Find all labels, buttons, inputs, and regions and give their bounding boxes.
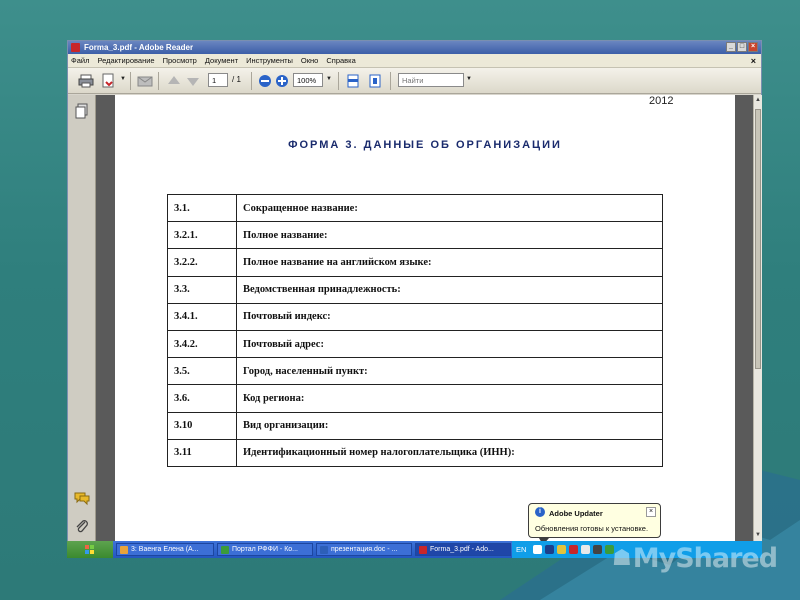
taskbar-item-adobe-reader[interactable]	[415, 543, 511, 556]
menu-file[interactable]: Файл	[71, 56, 90, 65]
row-label: Идентификационный номер налогоплательщика (ИНН):	[237, 439, 663, 466]
document-year: 2012	[649, 95, 674, 107]
volume-tray-icon[interactable]	[581, 545, 590, 554]
row-number: 3.5.	[168, 358, 237, 385]
fit-page-icon[interactable]	[367, 73, 383, 89]
print-icon[interactable]	[78, 73, 94, 89]
menu-edit[interactable]: Редактирование	[97, 56, 155, 65]
menu-window[interactable]: Окно	[300, 56, 319, 65]
vertical-scrollbar[interactable]	[753, 95, 762, 542]
form-title: ФОРМА 3. ДАННЫЕ ОБ ОРГАНИЗАЦИИ	[288, 139, 562, 151]
table-row	[168, 222, 663, 249]
row-label: Код региона:	[237, 385, 663, 412]
myshared-watermark	[612, 541, 782, 575]
save-copy-icon[interactable]	[101, 73, 117, 89]
menu-tools[interactable]: Инструменты	[246, 56, 293, 65]
adobe-reader-window	[67, 40, 762, 558]
table-row	[168, 439, 663, 466]
row-label: Полное название на английском языке:	[237, 249, 663, 276]
scroll-down-icon[interactable]: ▼	[755, 532, 761, 538]
row-number: 3.3.	[168, 276, 237, 303]
title-bar[interactable]	[68, 41, 761, 54]
pdf-icon	[419, 546, 427, 554]
maximize-button[interactable]: □	[737, 42, 747, 52]
adobe-updater-notification[interactable]	[528, 503, 661, 538]
email-icon[interactable]	[137, 73, 153, 89]
page-total: / 1	[232, 75, 241, 84]
taskbar-item-label: презентация.doc - ...	[331, 546, 398, 553]
row-label: Почтовый индекс:	[237, 303, 663, 330]
zoom-level-input[interactable]: 100%	[293, 73, 323, 87]
windows-logo-icon	[85, 545, 95, 555]
network-tray-icon[interactable]	[545, 545, 554, 554]
next-page-icon[interactable]	[185, 73, 201, 89]
page-number-input[interactable]: 1	[208, 73, 228, 87]
minimize-button[interactable]: _	[726, 42, 736, 52]
language-indicator[interactable]: EN	[516, 545, 527, 554]
taskbar-item-word[interactable]	[316, 543, 412, 556]
taskbar-item-label: Портал РФФИ - Ко...	[232, 546, 299, 553]
menu-document[interactable]: Документ	[204, 56, 239, 65]
row-label: Сокращенное название:	[237, 195, 663, 222]
previous-page-icon[interactable]	[166, 73, 182, 89]
save-dropdown-chevron-icon[interactable]: ▼	[120, 76, 126, 82]
table-row	[168, 303, 663, 330]
pdf-app-icon	[71, 43, 80, 52]
menu-view[interactable]: Просмотр	[162, 56, 197, 65]
zoom-out-icon[interactable]	[257, 73, 273, 89]
row-label: Вид организации:	[237, 412, 663, 439]
table-row	[168, 385, 663, 412]
row-label: Почтовый адрес:	[237, 330, 663, 357]
window-title: Forma_3.pdf - Adobe Reader	[84, 43, 194, 52]
comments-panel-icon[interactable]	[74, 490, 90, 506]
chat-app-icon	[120, 546, 128, 554]
info-icon: i	[535, 507, 545, 517]
find-input[interactable]: Найти	[398, 73, 464, 87]
row-number: 3.6.	[168, 385, 237, 412]
zoom-in-icon[interactable]	[274, 73, 290, 89]
table-row	[168, 249, 663, 276]
start-button[interactable]	[67, 541, 113, 558]
navigation-pane	[68, 95, 96, 542]
toolbar	[68, 68, 761, 94]
document-close-icon[interactable]: ×	[750, 56, 756, 66]
table-row	[168, 195, 663, 222]
security-tray-icon[interactable]	[557, 545, 566, 554]
table-row	[168, 358, 663, 385]
taskbar-item-label: 3: Ваенга Елена (А...	[131, 546, 199, 553]
notification-title: Adobe Updater	[549, 509, 603, 518]
taskbar-item-chat[interactable]	[116, 543, 214, 556]
chrome-icon	[221, 546, 229, 554]
row-number: 3.1.	[168, 195, 237, 222]
attachments-panel-icon[interactable]	[74, 518, 90, 534]
pages-panel-icon[interactable]	[74, 103, 90, 119]
updater-tray-icon[interactable]	[533, 545, 542, 554]
row-label: Полное название:	[237, 222, 663, 249]
find-dropdown-chevron-icon[interactable]: ▼	[466, 76, 472, 82]
watermark-logo-icon: ☗	[612, 545, 631, 571]
row-number: 3.4.2.	[168, 330, 237, 357]
close-button[interactable]: ×	[748, 42, 758, 52]
pdf-page	[115, 95, 735, 542]
zoom-dropdown-chevron-icon[interactable]: ▼	[326, 76, 332, 82]
notification-message: Обновления готовы к установке.	[535, 524, 649, 533]
row-number: 3.10	[168, 412, 237, 439]
fit-width-icon[interactable]	[345, 73, 361, 89]
watermark-text: MyShared	[632, 542, 778, 574]
display-tray-icon[interactable]	[593, 545, 602, 554]
scroll-up-icon[interactable]: ▲	[755, 97, 761, 103]
table-row	[168, 276, 663, 303]
taskbar-item-browser[interactable]	[217, 543, 313, 556]
row-number: 3.11	[168, 439, 237, 466]
antivirus-tray-icon[interactable]	[569, 545, 578, 554]
table-row	[168, 330, 663, 357]
word-icon	[320, 546, 328, 554]
scroll-thumb[interactable]	[755, 109, 761, 369]
document-view[interactable]	[96, 95, 753, 542]
row-number: 3.2.2.	[168, 249, 237, 276]
menu-help[interactable]: Справка	[326, 56, 356, 65]
notification-close-icon[interactable]: ×	[646, 507, 656, 517]
row-label: Ведомственная принадлежность:	[237, 276, 663, 303]
row-number: 3.4.1.	[168, 303, 237, 330]
menu-bar	[68, 54, 761, 68]
organization-data-table	[167, 194, 663, 467]
table-row	[168, 412, 663, 439]
row-label: Город, населенный пункт:	[237, 358, 663, 385]
row-number: 3.2.1.	[168, 222, 237, 249]
taskbar-item-label: Forma_3.pdf - Ado...	[430, 546, 494, 553]
